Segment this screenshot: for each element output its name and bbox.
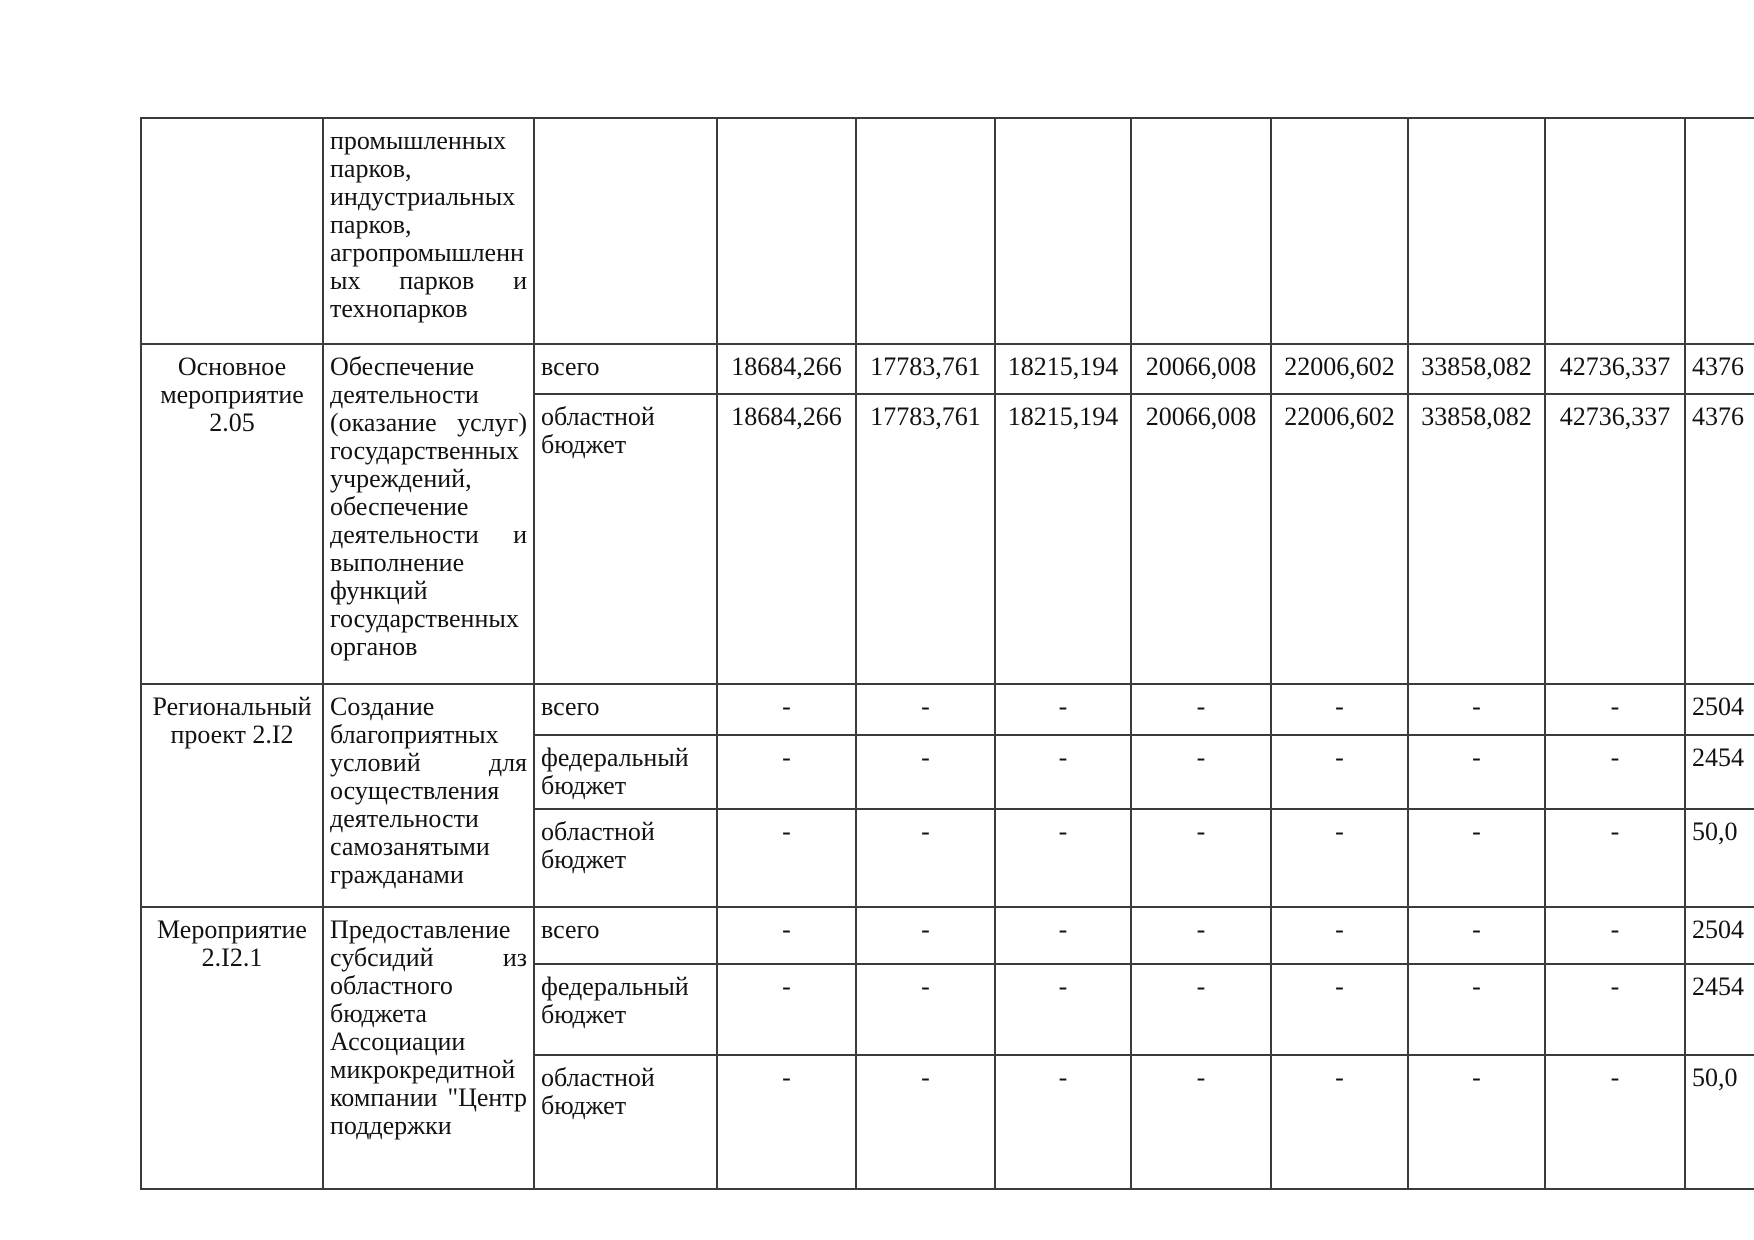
activity-description-cell: промышленных парков, индустриальных парков, агропромышленных парков и технопарков bbox=[323, 118, 534, 344]
amount-cell: - bbox=[717, 1055, 856, 1189]
amount-cell: - bbox=[856, 735, 995, 809]
amount-cell: 17783,761 bbox=[856, 394, 995, 684]
amount-cell bbox=[1545, 118, 1685, 344]
amount-cell: - bbox=[856, 964, 995, 1055]
amount-cell: - bbox=[1271, 907, 1408, 964]
amount-cell: - bbox=[1408, 964, 1545, 1055]
table-row bbox=[141, 118, 1754, 344]
activity-label-cell bbox=[141, 118, 323, 344]
amount-cell: - bbox=[995, 809, 1131, 907]
amount-cell: 18684,266 bbox=[717, 394, 856, 684]
amount-cell: - bbox=[995, 964, 1131, 1055]
amount-cell: - bbox=[1408, 1055, 1545, 1189]
amount-cell: - bbox=[1408, 735, 1545, 809]
amount-cell: - bbox=[1408, 907, 1545, 964]
amount-cell: 18215,194 bbox=[995, 344, 1131, 394]
amount-cell: - bbox=[717, 907, 856, 964]
amount-cell: 42736,337 bbox=[1545, 394, 1685, 684]
budget-level-cell: всего bbox=[534, 907, 717, 964]
amount-cell: - bbox=[1131, 809, 1271, 907]
amount-cell-clipped bbox=[1685, 118, 1754, 344]
amount-cell-clipped: 2504 bbox=[1685, 684, 1754, 735]
amount-cell: - bbox=[1545, 684, 1685, 735]
amount-cell: - bbox=[1545, 735, 1685, 809]
amount-cell: 20066,008 bbox=[1131, 344, 1271, 394]
budget-level-cell: областной бюджет bbox=[534, 1055, 717, 1189]
amount-cell: 22006,602 bbox=[1271, 344, 1408, 394]
amount-cell: - bbox=[1271, 1055, 1408, 1189]
table-row bbox=[141, 907, 1754, 964]
amount-cell: - bbox=[717, 809, 856, 907]
budget-level-cell: всего bbox=[534, 344, 717, 394]
amount-cell-clipped: 4376 bbox=[1685, 344, 1754, 394]
budget-level-cell: областной бюджет bbox=[534, 394, 717, 684]
amount-cell-clipped: 50,0 bbox=[1685, 809, 1754, 907]
amount-cell: 18684,266 bbox=[717, 344, 856, 394]
table-row bbox=[141, 344, 1754, 394]
amount-cell: 20066,008 bbox=[1131, 394, 1271, 684]
amount-cell: 33858,082 bbox=[1408, 394, 1545, 684]
amount-cell: 33858,082 bbox=[1408, 344, 1545, 394]
amount-cell: - bbox=[1131, 684, 1271, 735]
activity-label-cell: Региональный проект 2.I2 bbox=[141, 684, 323, 907]
table-row bbox=[141, 684, 1754, 735]
amount-cell: - bbox=[995, 684, 1131, 735]
budget-level-cell: федеральный бюджет bbox=[534, 964, 717, 1055]
amount-cell: - bbox=[856, 809, 995, 907]
amount-cell bbox=[856, 118, 995, 344]
amount-cell: - bbox=[1271, 809, 1408, 907]
amount-cell: - bbox=[717, 964, 856, 1055]
amount-cell-clipped: 2454 bbox=[1685, 735, 1754, 809]
amount-cell bbox=[1408, 118, 1545, 344]
amount-cell: - bbox=[856, 907, 995, 964]
amount-cell: 42736,337 bbox=[1545, 344, 1685, 394]
activity-description-cell: Предоставление субсидий из областного бюджета Ассоциации микрокредитной компании "Центр поддержки bbox=[323, 907, 534, 1189]
activity-description-cell: Обеспечение деятельности (оказание услуг) государственных учреждений, обеспечение деятельности и выполнение функций государственных органов bbox=[323, 344, 534, 684]
budget-level-cell: всего bbox=[534, 684, 717, 735]
amount-cell: 17783,761 bbox=[856, 344, 995, 394]
amount-cell: 22006,602 bbox=[1271, 394, 1408, 684]
amount-cell: - bbox=[1408, 684, 1545, 735]
activity-label-cell: Мероприятие 2.I2.1 bbox=[141, 907, 323, 1189]
amount-cell: - bbox=[995, 1055, 1131, 1189]
amount-cell-clipped: 2504 bbox=[1685, 907, 1754, 964]
amount-cell-clipped: 4376 bbox=[1685, 394, 1754, 684]
activity-label-cell: Основное мероприятие 2.05 bbox=[141, 344, 323, 684]
budget-table bbox=[140, 117, 1754, 1190]
amount-cell: - bbox=[1131, 1055, 1271, 1189]
amount-cell bbox=[995, 118, 1131, 344]
amount-cell: - bbox=[1271, 684, 1408, 735]
budget-level-cell: областной бюджет bbox=[534, 809, 717, 907]
amount-cell: - bbox=[1545, 809, 1685, 907]
amount-cell: - bbox=[1131, 735, 1271, 809]
amount-cell-clipped: 2454 bbox=[1685, 964, 1754, 1055]
amount-cell: - bbox=[1271, 964, 1408, 1055]
amount-cell: - bbox=[1131, 907, 1271, 964]
amount-cell bbox=[1271, 118, 1408, 344]
amount-cell: - bbox=[717, 684, 856, 735]
activity-description-cell: Создание благоприятных условий для осуществления деятельности самозанятыми гражданами bbox=[323, 684, 534, 907]
amount-cell: - bbox=[1271, 735, 1408, 809]
amount-cell bbox=[1131, 118, 1271, 344]
amount-cell: - bbox=[1131, 964, 1271, 1055]
amount-cell: - bbox=[856, 684, 995, 735]
amount-cell: - bbox=[856, 1055, 995, 1189]
amount-cell: - bbox=[1545, 1055, 1685, 1189]
amount-cell: - bbox=[1545, 964, 1685, 1055]
amount-cell: - bbox=[1545, 907, 1685, 964]
amount-cell bbox=[717, 118, 856, 344]
budget-level-cell bbox=[534, 118, 717, 344]
amount-cell: - bbox=[1408, 809, 1545, 907]
amount-cell-clipped: 50,0 bbox=[1685, 1055, 1754, 1189]
budget-level-cell: федеральный бюджет bbox=[534, 735, 717, 809]
amount-cell: - bbox=[995, 735, 1131, 809]
amount-cell: 18215,194 bbox=[995, 394, 1131, 684]
amount-cell: - bbox=[995, 907, 1131, 964]
amount-cell: - bbox=[717, 735, 856, 809]
